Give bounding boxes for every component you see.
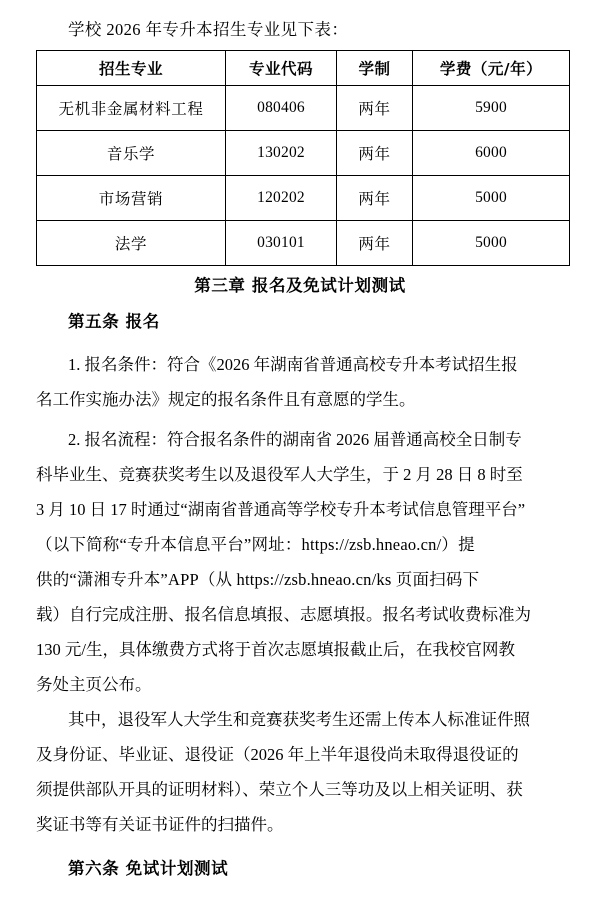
paragraph-2-line-7: 130 元/生，具体缴费方式将于首次志愿填报截止后，在我校官网教 — [36, 640, 515, 659]
col-header-duration: 学制 — [337, 51, 413, 86]
cell-major-code: 030101 — [226, 221, 337, 266]
cell-tuition: 5900 — [413, 86, 570, 131]
col-header-tuition: 学费（元/年） — [413, 51, 570, 86]
paragraph-3-line-3: 须提供部队开具的证明材料）、荣立个人三等功及以上相关证明、获 — [36, 780, 523, 799]
paragraph-3-line-2: 及身份证、毕业证、退役证（2026 年上半年退役尚未取得退役证的 — [36, 745, 519, 764]
cell-tuition: 5000 — [413, 221, 570, 266]
paragraph-2-line-3: 3 月 10 日 17 时通过“湖南省普通高等学校专升本考试信息管理平台” — [36, 500, 526, 519]
cell-tuition: 5000 — [413, 176, 570, 221]
paragraph-2-line-4: （以下简称“专升本信息平台”网址：https://zsb.hneao.cn/）提 — [36, 535, 475, 554]
cell-major: 法学 — [37, 221, 226, 266]
cell-major-code: 130202 — [226, 131, 337, 176]
lead-sentence: 学校 2026 年专升本招生专业见下表： — [68, 20, 349, 39]
cell-major-code: 120202 — [226, 176, 337, 221]
cell-major: 市场营销 — [37, 176, 226, 221]
cell-major: 音乐学 — [37, 131, 226, 176]
cell-major: 无机非金属材料工程 — [37, 86, 226, 131]
cell-duration: 两年 — [337, 131, 413, 176]
paragraph-3-line-1: 其中，退役军人大学生和竞赛获奖考生还需上传本人标准证件照 — [68, 710, 530, 729]
cell-duration: 两年 — [337, 221, 413, 266]
majors-table-wrapper — [36, 50, 569, 266]
table-header-row — [37, 51, 570, 86]
article-six-heading: 第六条 免试计划测试 — [68, 859, 229, 878]
cell-duration: 两年 — [337, 86, 413, 131]
table-row — [37, 221, 570, 266]
paragraph-1-line-1: 1. 报名条件：符合《2026 年湖南省普通高校专升本考试招生报 — [68, 355, 518, 374]
chapter-heading: 第三章 报名及免试计划测试 — [194, 276, 406, 295]
table-row — [37, 86, 570, 131]
paragraph-2-line-8: 务处主页公布。 — [36, 675, 152, 694]
paragraph-2-line-1: 2. 报名流程：符合报名条件的湖南省 2026 届普通高校全日制专 — [68, 430, 522, 449]
article-five-heading: 第五条 报名 — [68, 312, 160, 331]
col-header-major: 招生专业 — [37, 51, 226, 86]
paragraph-2-line-5: 供的“潇湘专升本”APP（从 https://zsb.hneao.cn/ks 页面扫码下 — [36, 570, 480, 589]
paragraph-2-line-2: 科毕业生、竞赛获奖考生以及退役军人大学生，于 2 月 28 日 8 时至 — [36, 465, 523, 484]
cell-tuition: 6000 — [413, 131, 570, 176]
paragraph-1-line-2: 名工作实施办法》规定的报名条件且有意愿的学生。 — [36, 390, 416, 409]
col-header-major-code: 专业代码 — [226, 51, 337, 86]
table-row — [37, 131, 570, 176]
paragraph-3-line-4: 奖证书等有关证书证件的扫描件。 — [36, 815, 284, 834]
paragraph-2-line-6: 载）自行完成注册、报名信息填报、志愿填报。报名考试收费标准为 — [36, 605, 531, 624]
table-row — [37, 176, 570, 221]
majors-table — [36, 50, 570, 266]
cell-duration: 两年 — [337, 176, 413, 221]
cell-major-code: 080406 — [226, 86, 337, 131]
